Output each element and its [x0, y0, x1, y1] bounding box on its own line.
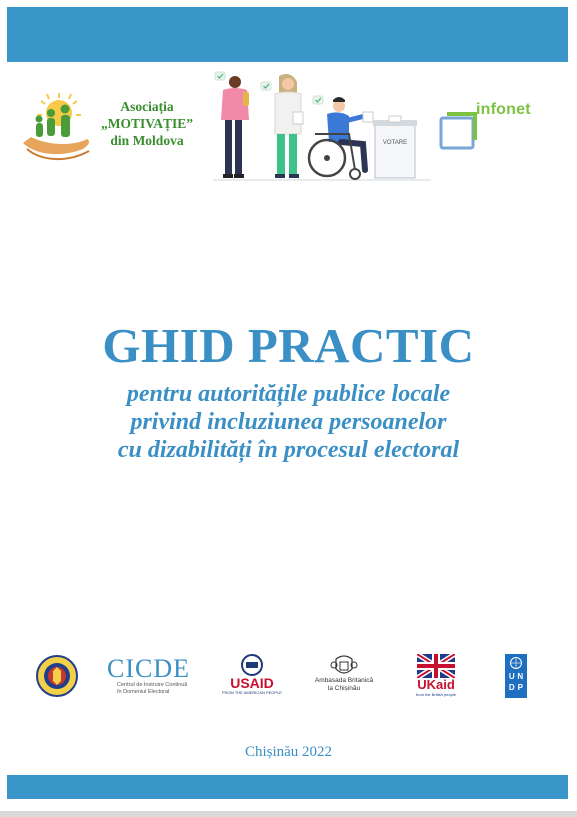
undp-letter-d: D [508, 683, 515, 692]
royal-arms-icon [330, 655, 358, 677]
undp-letter-u: U [508, 672, 515, 681]
association-line-2: „MOTIVAȚIE” [100, 116, 194, 131]
ukaid-wordmark: UKaid [417, 677, 455, 692]
cec-seal-logo [36, 655, 78, 697]
infonet-wordmark: infonet [476, 101, 531, 118]
man-standing-figure [221, 76, 249, 178]
cicde-subtext-2: în Domeniul Electoral [117, 689, 170, 695]
usaid-wordmark: USAID [230, 675, 274, 691]
bottom-banner [7, 775, 568, 799]
ukaid-logo [414, 654, 458, 700]
association-line-1: Asociația [120, 99, 174, 114]
embassy-line-2: la Chișinău [327, 685, 361, 692]
publication-place-year: Chișinău 2022 [244, 744, 333, 760]
subtitle-line-3: cu dizabilități în procesul electoral [117, 437, 460, 463]
document-title: GHID PRACTIC [102, 318, 475, 373]
voters-illustration [213, 70, 431, 182]
usaid-logo [222, 654, 282, 698]
undp-logo [505, 654, 527, 698]
ukaid-tagline: from the British people [415, 692, 457, 697]
subtitle-line-2: privind incluziunea persoanelor [130, 409, 447, 435]
document-subtitle [0, 380, 577, 464]
subtitle-line-1: pentru autoritățile publice locale [126, 381, 451, 407]
association-line-3: din Moldova [110, 133, 184, 148]
ballot-box-label: VOTARE [382, 140, 408, 146]
woman-standing-figure [275, 74, 303, 178]
cicde-logo [107, 656, 197, 700]
usaid-seal-icon [239, 654, 265, 676]
union-flag-icon [417, 654, 455, 678]
embassy-line-1: Ambasada Britanică [314, 677, 374, 684]
ballot-box-icon [373, 116, 417, 178]
wheelchair-user-figure [309, 97, 373, 179]
un-emblem-icon [509, 656, 523, 670]
cicde-wordmark: CICDE [107, 654, 190, 683]
undp-letter-n: N [517, 672, 524, 681]
british-embassy-logo [312, 655, 376, 699]
cicde-subtext-1: Centrul de Instruire Continuă [117, 682, 188, 688]
undp-letter-p: P [517, 683, 523, 692]
association-name [94, 98, 200, 149]
top-banner [7, 7, 568, 62]
usaid-tagline: FROM THE AMERICAN PEOPLE [222, 690, 282, 695]
